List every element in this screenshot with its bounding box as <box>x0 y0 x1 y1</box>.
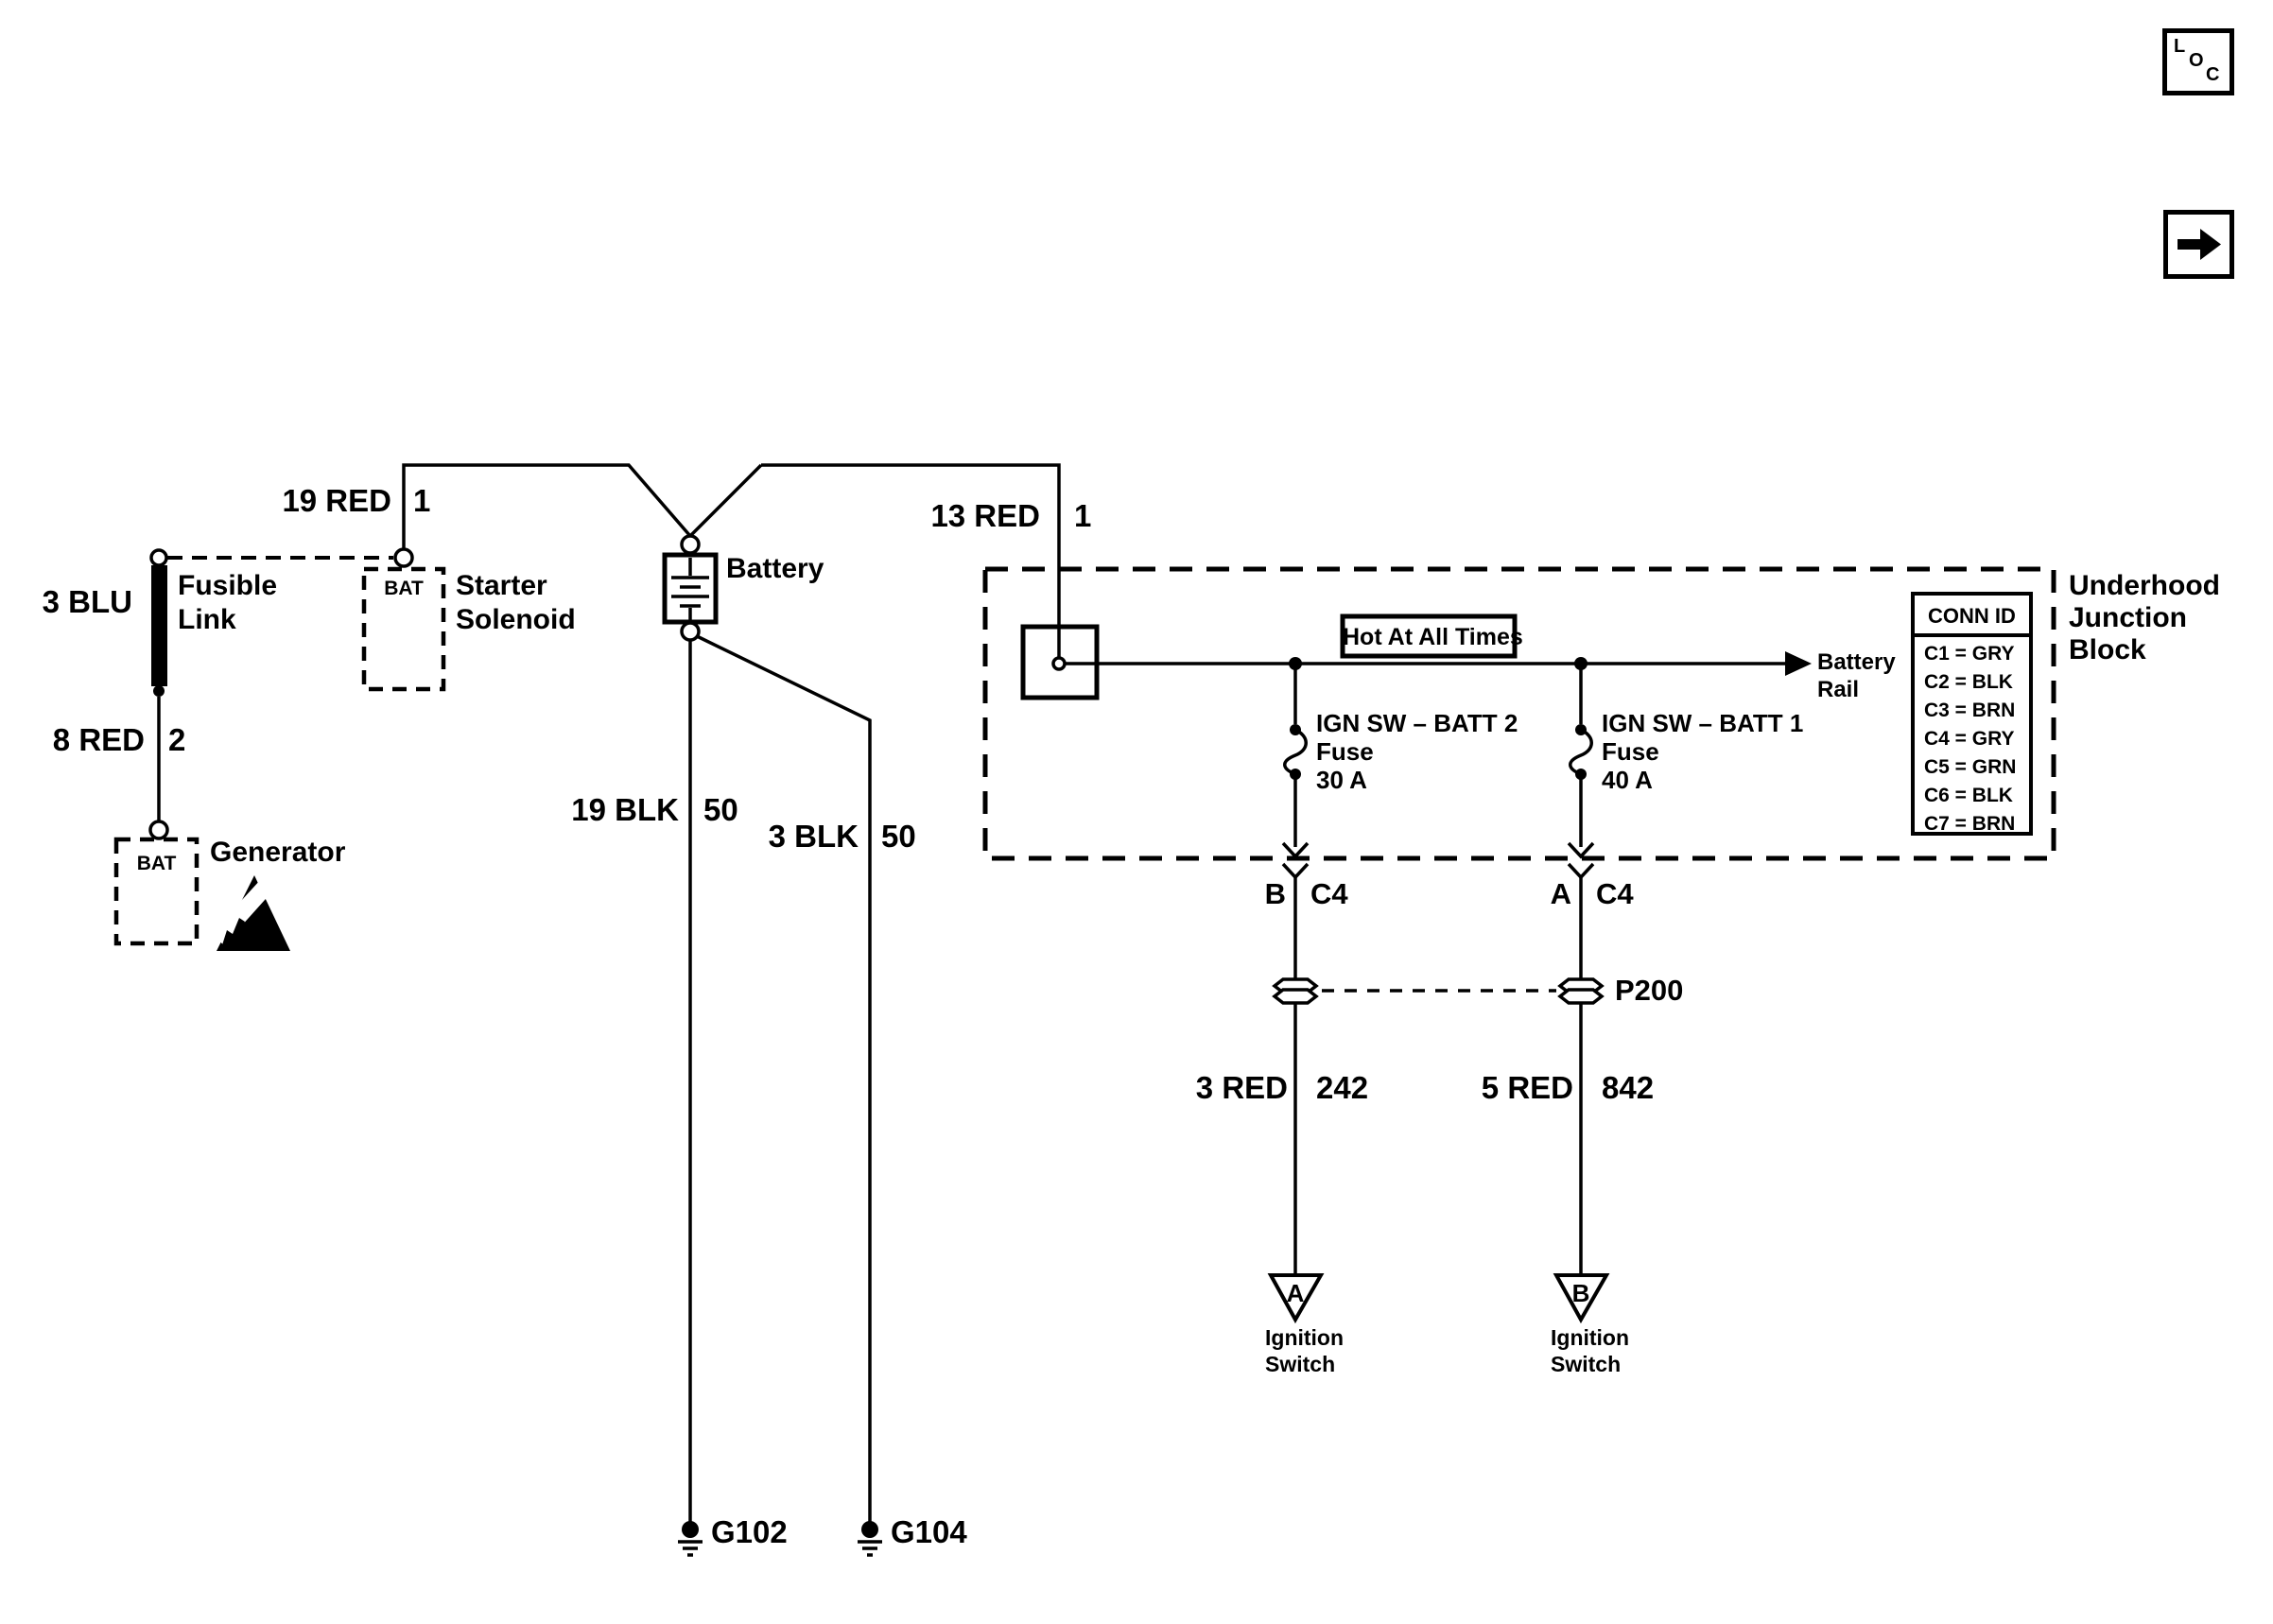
conn-id-row-c2: C2 = BLK <box>1924 671 2013 693</box>
starter-solenoid-name-line2: Solenoid <box>456 604 576 635</box>
junction-block-name-line3: Block <box>2069 634 2146 665</box>
p200-connector-left <box>1275 979 1316 1003</box>
battery-name: Battery <box>726 553 824 584</box>
conn-id-row-c3: C3 = BRN <box>1924 700 2016 721</box>
junction-block-outline <box>985 569 2054 858</box>
battery-rail-label-line2: Rail <box>1817 677 1860 702</box>
loc-letter-l: L <box>2174 36 2186 57</box>
wire-circuit-3red: 242 <box>1316 1070 1369 1105</box>
fuse-40a-rating: 40 A <box>1602 766 1653 794</box>
connector-label-c4-left: C4 <box>1310 877 1348 910</box>
fuse-40a-bottom-dot <box>1575 769 1587 780</box>
starter-solenoid-name-line1: Starter <box>456 570 547 601</box>
fuse-40a-name: IGN SW – BATT 1 <box>1602 709 1804 737</box>
ground-g102-label: G102 <box>711 1514 788 1549</box>
rail-junction-dot-right <box>1574 657 1588 670</box>
wire-label-5red: 5 RED <box>1481 1070 1573 1105</box>
ignition-switch-b-name-line2: Switch <box>1551 1352 1622 1376</box>
fusible-link-name-line2: Link <box>178 604 236 635</box>
fuse-40a-element <box>1570 730 1592 774</box>
conn-id-table-header: CONN ID <box>1928 604 2016 628</box>
fusible-link-top-terminal <box>151 550 166 565</box>
ignition-switch-b-name-line1: Ignition <box>1551 1325 1630 1350</box>
starter-solenoid-terminal-label: BAT <box>384 578 424 599</box>
fuse-30a-rating: 30 A <box>1316 766 1367 794</box>
generator-terminal <box>150 821 167 838</box>
connector-label-c4-right: C4 <box>1596 877 1634 910</box>
wire-label-8red: 8 RED <box>52 722 145 757</box>
connector-fork-right <box>1569 864 1593 877</box>
next-page-button[interactable] <box>2163 210 2234 279</box>
junction-block-name-line1: Underhood <box>2069 570 2220 601</box>
pin-label-b: B <box>1264 877 1286 910</box>
conn-id-row-c1: C1 = GRY <box>1924 643 2015 665</box>
wire-label-13red: 13 RED <box>930 498 1040 533</box>
conn-id-row-c6: C6 = BLK <box>1924 785 2013 806</box>
wire-circuit-3blk: 50 <box>881 819 916 854</box>
wire-circuit-5red: 842 <box>1602 1070 1655 1105</box>
junction-entry-terminal <box>1053 658 1065 669</box>
wire-circuit-19blk: 50 <box>703 792 738 827</box>
fuse-30a-bottom-dot <box>1290 769 1301 780</box>
wire-label-19blk: 19 BLK <box>571 792 679 827</box>
ignition-switch-a-name-line2: Switch <box>1265 1352 1336 1376</box>
fuse-40a-type: Fuse <box>1602 737 1659 766</box>
generator-terminal-label: BAT <box>136 853 177 874</box>
ignition-switch-b-pin: B <box>1571 1279 1590 1307</box>
ground-g102-symbol <box>678 1521 703 1555</box>
wire-circuit-19red: 1 <box>413 483 431 518</box>
wire-label-19red: 19 RED <box>282 483 391 518</box>
fusible-link-name-line1: Fusible <box>178 570 278 601</box>
p200-label: P200 <box>1615 974 1684 1007</box>
wire-label-3red: 3 RED <box>1195 1070 1288 1105</box>
fuse-30a-type: Fuse <box>1316 737 1374 766</box>
rail-junction-dot-left <box>1289 657 1302 670</box>
fusible-link-element <box>151 565 167 686</box>
pin-label-a: A <box>1550 877 1571 910</box>
battery-plates <box>671 558 709 621</box>
conn-id-row-c4: C4 = GRY <box>1924 728 2015 750</box>
p200-connector-right <box>1560 979 1602 1003</box>
wire-circuit-13red: 1 <box>1074 498 1092 533</box>
starter-solenoid-terminal <box>395 549 412 566</box>
wire-circuit-8red: 2 <box>168 722 186 757</box>
ground-g104-label: G104 <box>891 1514 967 1549</box>
junction-block-name-line2: Junction <box>2069 602 2187 633</box>
hot-at-all-times-label: Hot At All Times <box>1343 624 1523 650</box>
esd-sensitive-icon <box>211 875 290 951</box>
loc-letter-o: O <box>2189 50 2204 71</box>
conn-id-row-c7: C7 = BRN <box>1924 813 2016 835</box>
battery-rail-label-line1: Battery <box>1817 649 1896 675</box>
ignition-switch-a-name-line1: Ignition <box>1265 1325 1345 1350</box>
ground-g104-symbol <box>858 1521 882 1555</box>
connector-fork-left <box>1283 864 1308 877</box>
battery-positive-terminal <box>682 536 699 553</box>
loc-letter-c: C <box>2206 64 2220 85</box>
fuse-30a-element <box>1285 730 1307 774</box>
ignition-switch-a-pin: A <box>1286 1279 1305 1307</box>
battery-rail-arrowhead <box>1785 651 1812 676</box>
conn-id-row-c5: C5 = GRN <box>1924 756 2017 778</box>
loc-button[interactable] <box>2162 28 2234 95</box>
wire-battery-to-grounds <box>690 636 870 1522</box>
right-arrow-icon <box>2168 215 2230 274</box>
fusible-link-bottom-junction <box>153 685 165 697</box>
wire-label-3blu: 3 BLU <box>42 584 132 619</box>
wire-label-3blk: 3 BLK <box>768 819 859 854</box>
generator-name: Generator <box>210 837 346 868</box>
battery-negative-terminal <box>682 623 699 640</box>
fuse-30a-name: IGN SW – BATT 2 <box>1316 709 1518 737</box>
